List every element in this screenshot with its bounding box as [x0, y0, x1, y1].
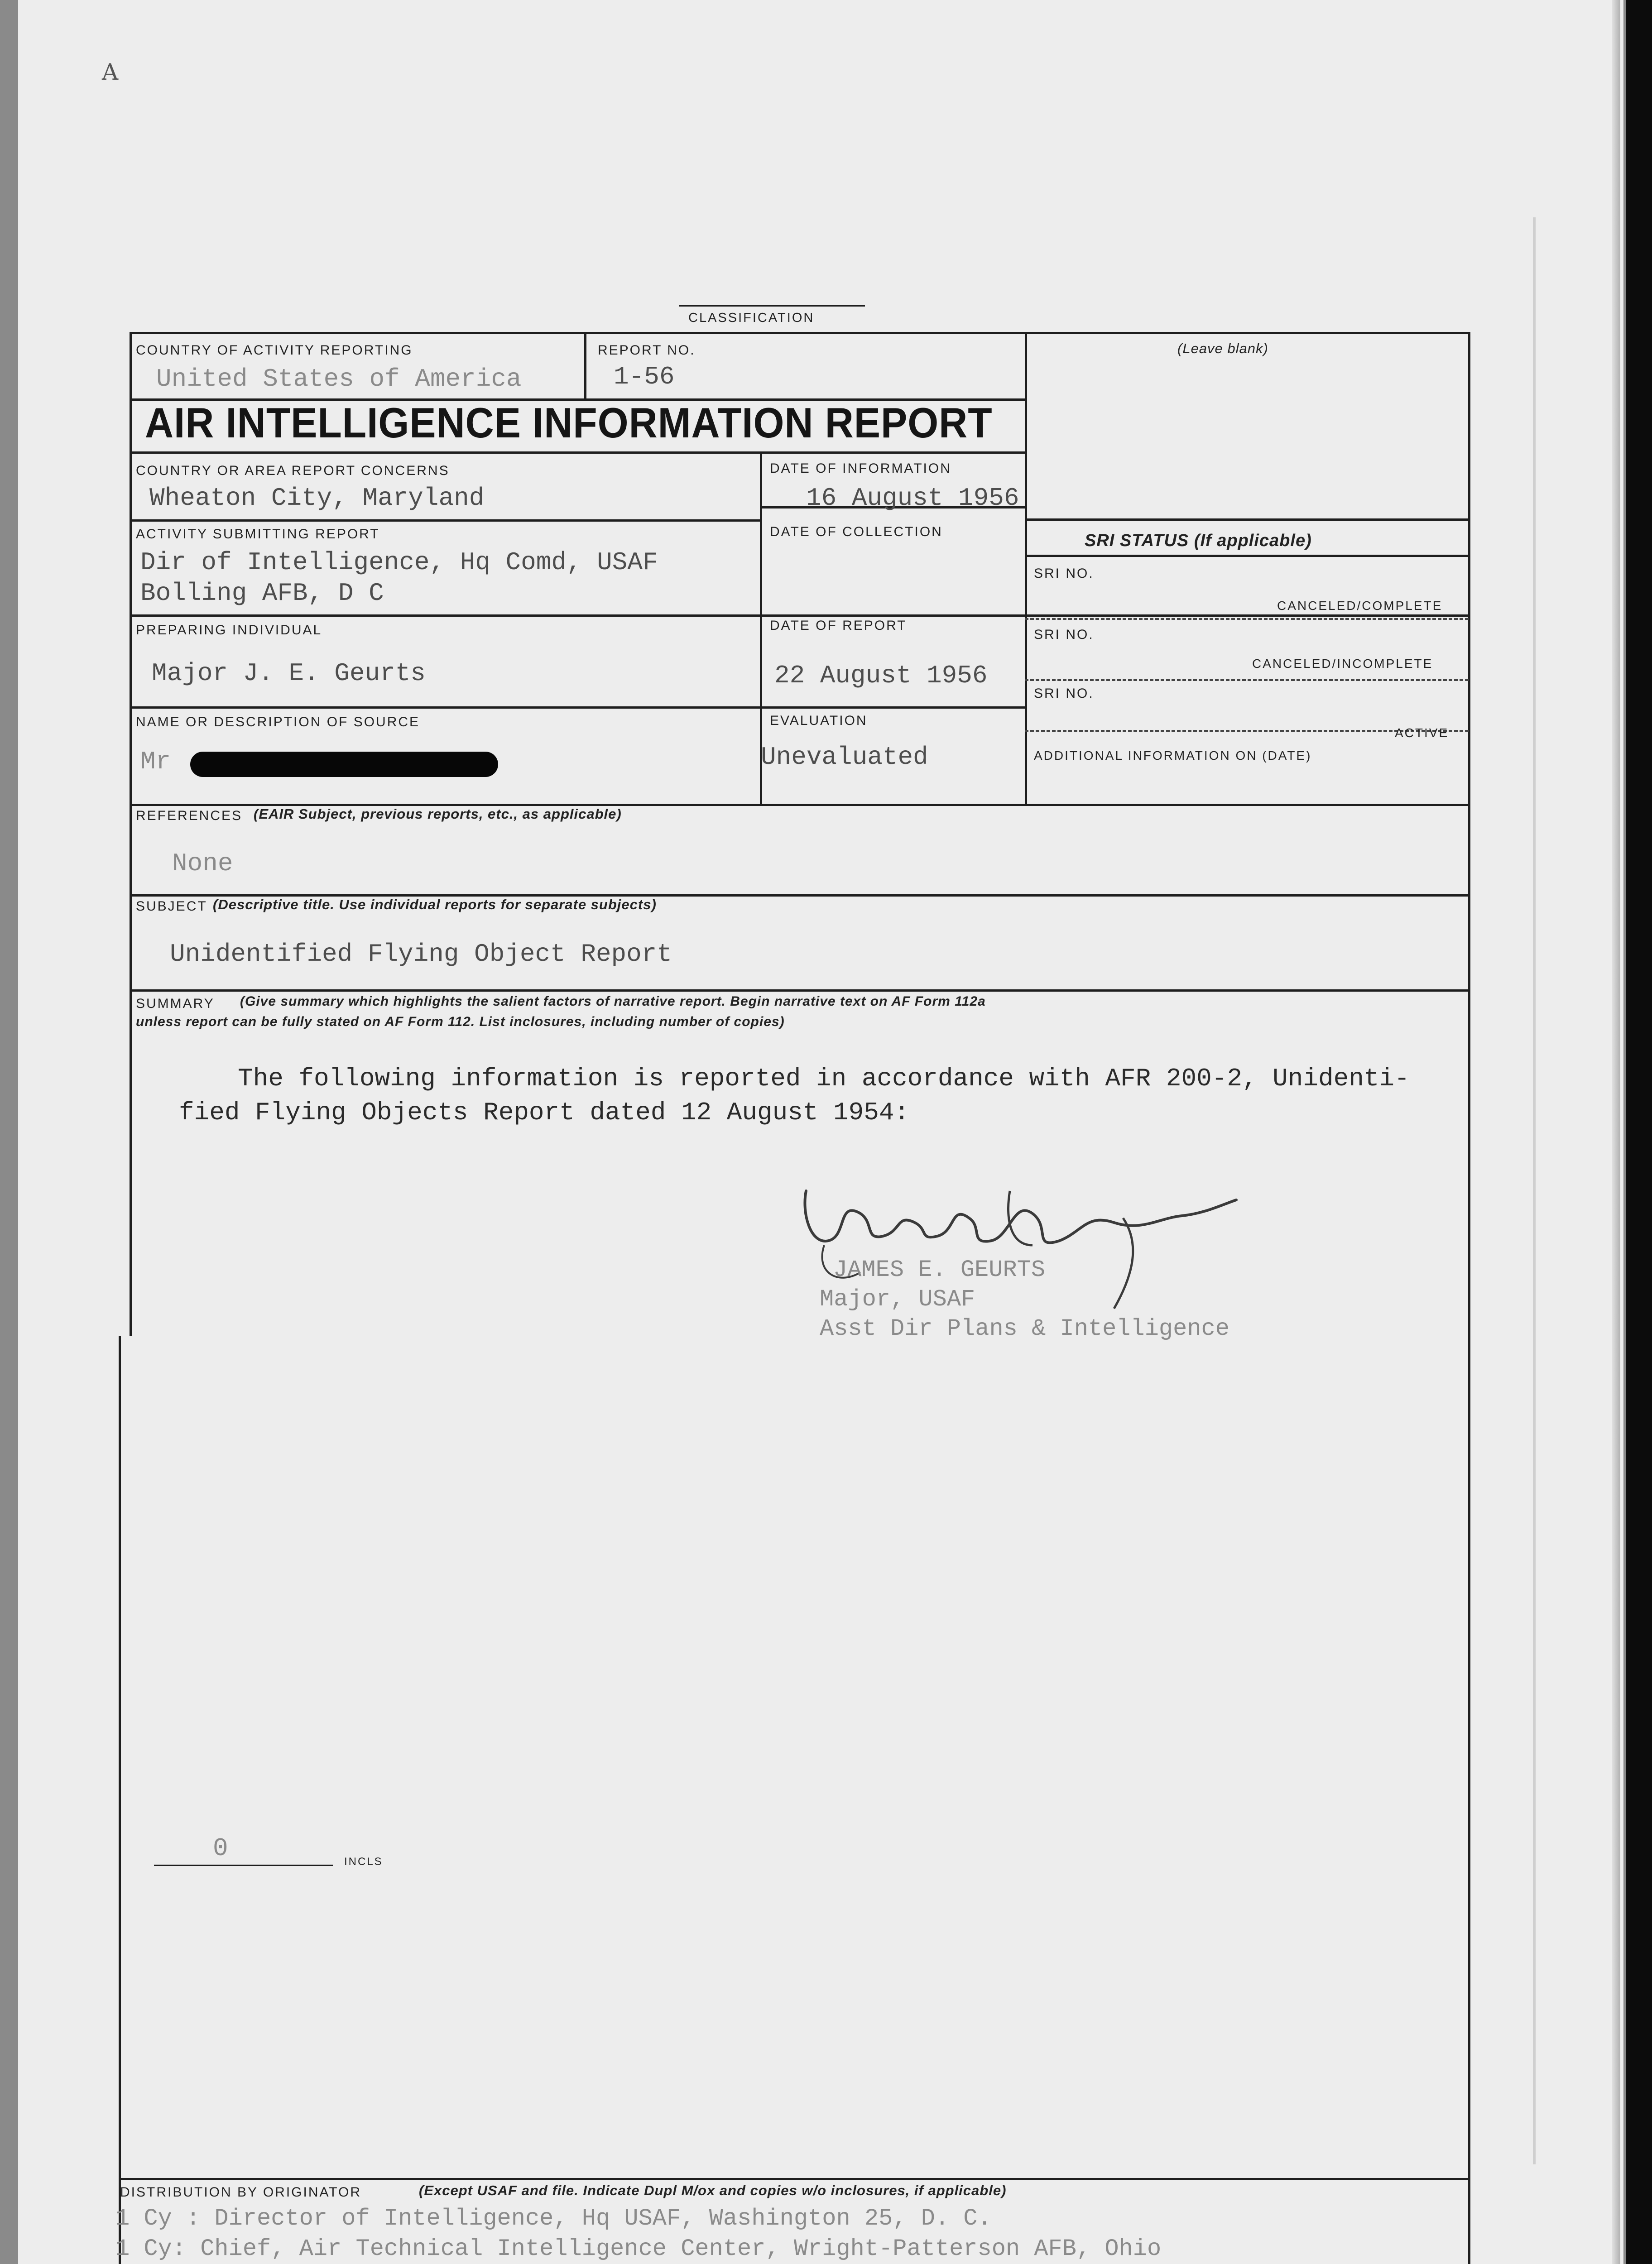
line-sri-top [1025, 518, 1470, 521]
label-leave-blank: (Leave blank) [1177, 341, 1268, 356]
hint-distribution: (Except USAF and file. Indicate Dupl M/ox and copies w/o inclosures, if applicable) [419, 2182, 1007, 2198]
signature-name: JAMES E. GEURTS [833, 1257, 1046, 1283]
label-report-no: REPORT NO. [598, 343, 696, 358]
sri-dash-2 [1025, 679, 1469, 681]
sri-status-3: ACTIVE [1395, 726, 1449, 740]
label-country-activity: COUNTRY OF ACTIVITY REPORTING [136, 343, 413, 358]
paper-edge-shadow [1612, 0, 1620, 2264]
form-border-left-upper [130, 332, 132, 1336]
divider-leave-blank [1025, 332, 1027, 805]
label-sri-no-2: SRI NO. [1034, 627, 1094, 642]
summary-text-line1: The following information is reported in accordance with AFR 200-2, Unidenti- [238, 1064, 1410, 1093]
signature-title: Asst Dir Plans & Intelligence [820, 1315, 1229, 1342]
label-evaluation: EVALUATION [770, 713, 868, 728]
line-under-subject [130, 989, 1470, 992]
paper-fold [1533, 217, 1536, 2164]
label-preparing-individual: PREPARING INDIVIDUAL [136, 623, 322, 638]
line-under-preparing [130, 706, 1026, 709]
value-report-no: 1-56 [614, 362, 675, 391]
line-under-country [130, 519, 761, 522]
value-activity-line2: Bolling AFB, D C [140, 579, 384, 608]
label-sri-no-1: SRI NO. [1034, 566, 1094, 581]
label-date-information: DATE OF INFORMATION [770, 461, 951, 476]
inclosure-label: INCLS [344, 1856, 383, 1868]
line-above-distribution [119, 2178, 1470, 2180]
label-distribution: DISTRIBUTION BY ORIGINATOR [120, 2185, 362, 2200]
label-summary: SUMMARY [136, 996, 215, 1011]
classification-top-rule [679, 305, 865, 307]
document-page [18, 0, 1623, 2264]
value-evaluation: Unevaluated [761, 743, 928, 772]
corner-mark: A [102, 59, 119, 85]
scan-border [1626, 0, 1652, 2264]
label-date-collection: DATE OF COLLECTION [770, 524, 943, 539]
label-country-area: COUNTRY OR AREA REPORT CONCERNS [136, 463, 450, 478]
label-sri-no-3: SRI NO. [1034, 686, 1094, 701]
line-under-title [130, 451, 1026, 454]
divider-reportno [584, 332, 586, 400]
value-source: Mr [140, 747, 171, 776]
form-border-right [1468, 332, 1470, 2264]
hint-references: (EAIR Subject, previous reports, etc., as applicable) [254, 806, 622, 822]
value-country-activity: United States of America [156, 365, 522, 393]
label-date-report: DATE OF REPORT [770, 618, 907, 633]
distribution-line-2: 1 Cy: Chief, Air Technical Intelligence Center, Wright-Patterson AFB, Ohio [115, 2235, 1162, 2262]
value-date-information: 16 August 1956 [806, 484, 1019, 513]
sri-status-1: CANCELED/COMPLETE [1277, 599, 1443, 613]
sri-dash-1 [1025, 618, 1469, 620]
sri-status-2: CANCELED/INCOMPLETE [1252, 657, 1433, 671]
value-preparing-individual: Major J. E. Geurts [152, 659, 426, 688]
redaction-bar [190, 752, 498, 777]
label-references: REFERENCES [136, 808, 243, 823]
label-sri-status: SRI STATUS (If applicable) [1085, 531, 1312, 550]
value-references: None [172, 849, 233, 878]
value-country-area: Wheaton City, Maryland [149, 484, 485, 513]
label-source: NAME OR DESCRIPTION OF SOURCE [136, 715, 420, 729]
value-activity-line1: Dir of Intelligence, Hq Comd, USAF [140, 548, 658, 577]
form-title: AIR INTELLIGENCE INFORMATION REPORT [145, 399, 993, 446]
form-border-top [130, 332, 1470, 334]
signature-rank: Major, USAF [820, 1286, 975, 1313]
value-subject: Unidentified Flying Object Report [170, 940, 672, 969]
classification-top: CLASSIFICATION [688, 311, 815, 325]
distribution-line-1: 1 Cy : Director of Intelligence, Hq USAF, Washington 25, D. C. [115, 2205, 992, 2232]
label-subject: SUBJECT [136, 899, 207, 914]
label-additional-info: ADDITIONAL INFORMATION ON (DATE) [1034, 748, 1312, 763]
label-activity-submitting: ACTIVITY SUBMITTING REPORT [136, 527, 380, 542]
inclosure-count: 0 [213, 1834, 228, 1863]
line-sri-status [1025, 555, 1470, 557]
inclosure-underline [154, 1865, 333, 1866]
value-date-report: 22 August 1956 [774, 661, 988, 690]
hint-subject: (Descriptive title. Use individual reports for separate subjects) [213, 897, 657, 912]
hint-summary-2: unless report can be fully stated on AF Form 112. List inclosures, including number of copies) [136, 1014, 785, 1029]
form-border-left-lower [119, 1336, 121, 2264]
line-under-activity [130, 614, 1470, 617]
hint-summary-1: (Give summary which highlights the salient factors of narrative report. Begin narrative text on AF Form 112a [240, 994, 986, 1009]
summary-text-line2: fied Flying Objects Report dated 12 August 1954: [179, 1098, 910, 1127]
